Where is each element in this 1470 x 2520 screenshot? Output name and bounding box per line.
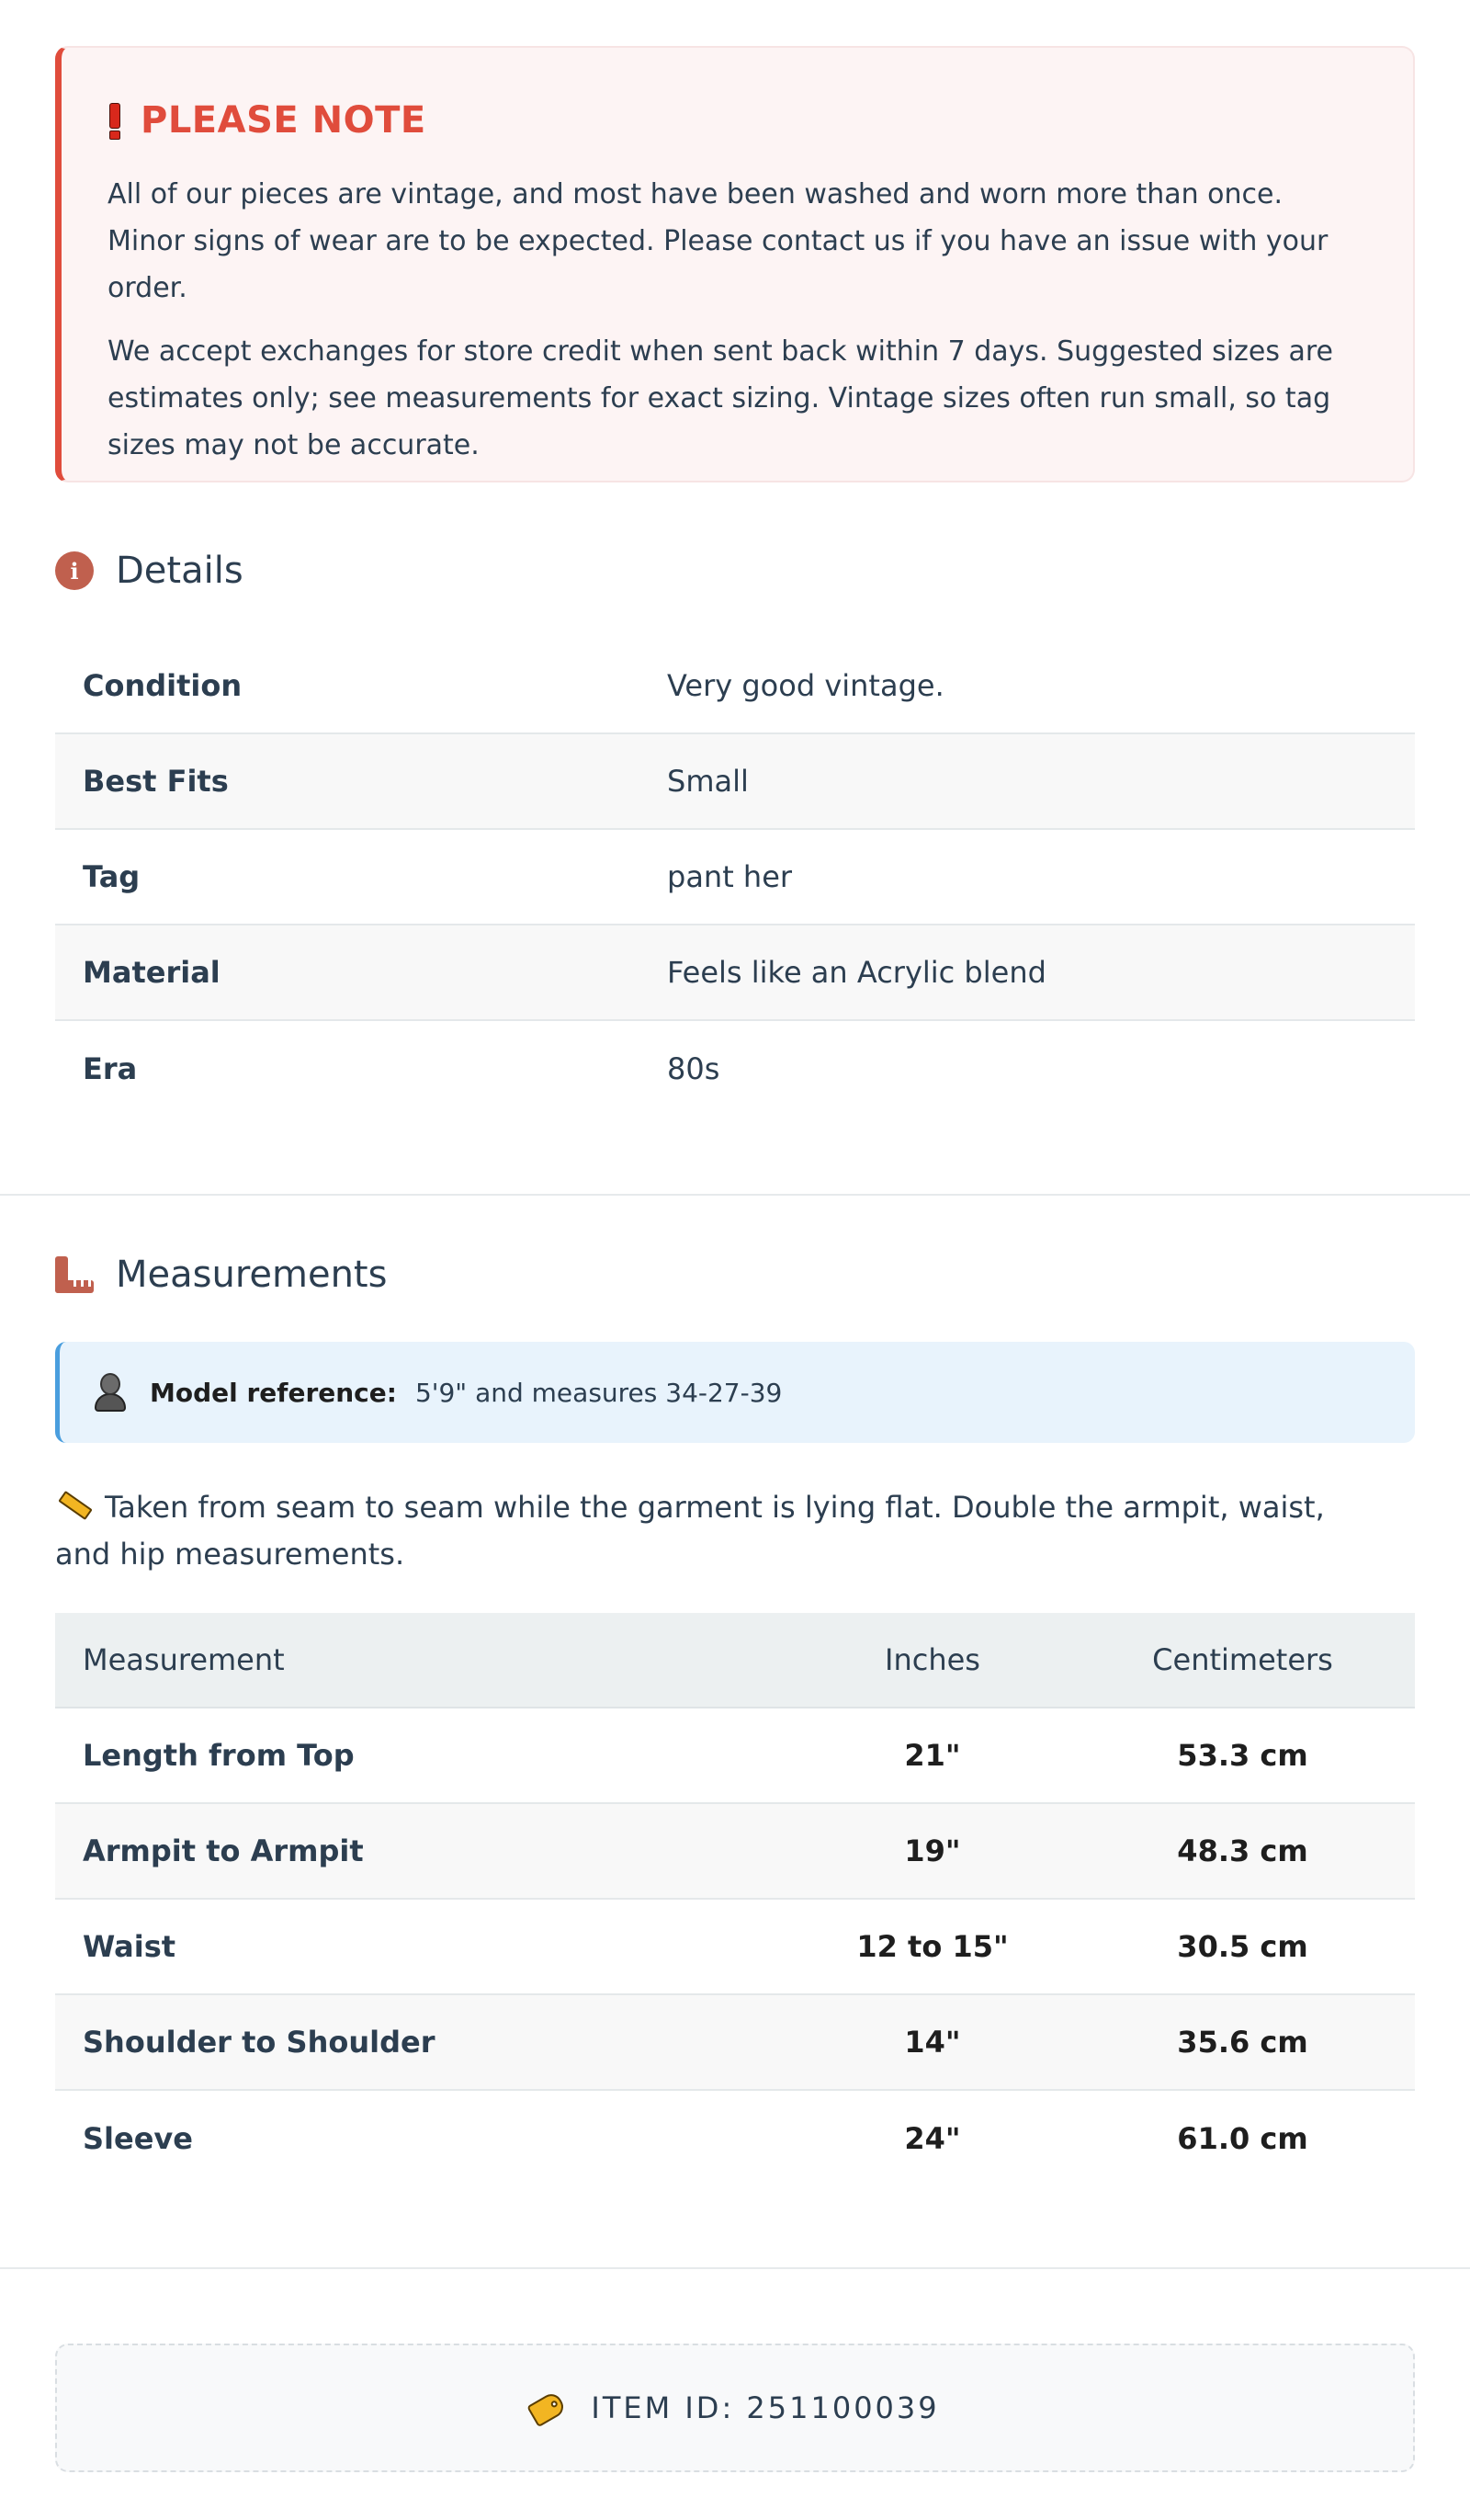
table-header-row [55, 1613, 1415, 1708]
details-value: pant her [667, 859, 793, 894]
table-row [55, 2091, 1415, 2186]
column-header-inches: Inches [885, 1642, 980, 1677]
model-reference-label: Model reference: [150, 1377, 397, 1408]
details-label: Material [83, 955, 220, 990]
measurement-cm: 61.0 cm [1177, 2121, 1308, 2156]
details-row [55, 830, 1415, 925]
details-title: Details [116, 550, 243, 592]
ruler-icon [55, 1256, 94, 1293]
details-row [55, 639, 1415, 734]
measurement-cm: 48.3 cm [1177, 1833, 1308, 1868]
table-row [55, 1995, 1415, 2091]
details-label: Condition [83, 668, 243, 703]
measurements-title: Measurements [116, 1254, 388, 1296]
details-value: 80s [667, 1051, 720, 1086]
measurement-inches: 19" [904, 1833, 961, 1868]
details-row [55, 734, 1415, 830]
notice-header [107, 99, 1367, 142]
measurement-note [55, 1484, 1341, 1578]
model-reference-box [55, 1342, 1415, 1443]
details-row [55, 1021, 1415, 1117]
details-value: Feels like an Acrylic blend [667, 955, 1046, 990]
table-row [55, 1900, 1415, 1995]
section-divider [0, 1194, 1470, 1196]
notice-paragraph-2: We accept exchanges for store credit when sent back within 7 days. Suggested sizes are estimates only; see measurements for exact sizing. Vintage sizes often run small, so tag sizes may not be accurate. [107, 335, 1334, 461]
column-header-measurement: Measurement [83, 1642, 285, 1677]
notice-paragraph-1: All of our pieces are vintage, and most have been washed and worn more than once. Minor signs of wear are to be expected. Please contact us if you have an issue with your order. [107, 178, 1329, 304]
measurement-name: Sleeve [83, 2121, 193, 2156]
column-header-centimeters: Centimeters [1152, 1642, 1333, 1677]
details-value: Small [667, 764, 749, 799]
measurement-name: Waist [83, 1929, 176, 1964]
details-row [55, 925, 1415, 1021]
measurements-header [55, 1254, 387, 1296]
model-reference-value: 5'9" and measures 34-27-39 [414, 1377, 783, 1408]
measurement-cm: 30.5 cm [1177, 1929, 1308, 1964]
table-row [55, 1804, 1415, 1900]
measurement-name: Armpit to Armpit [83, 1833, 364, 1868]
details-header [55, 550, 243, 592]
details-table [55, 639, 1415, 1117]
person-icon [95, 1373, 126, 1412]
info-icon: i [55, 551, 94, 590]
pencil-icon [58, 1491, 93, 1520]
measurement-name: Length from Top [83, 1738, 355, 1773]
measurements-table [55, 1613, 1415, 2186]
details-label: Era [83, 1051, 138, 1086]
table-row [55, 1708, 1415, 1804]
section-divider [0, 2267, 1470, 2269]
notice-box [55, 46, 1415, 482]
item-id-box [55, 2344, 1415, 2472]
details-value: Very good vintage. [667, 668, 944, 703]
measurement-inches: 24" [904, 2121, 961, 2156]
item-id: ITEM ID: 251100039 [591, 2390, 940, 2425]
notice-title: PLEASE NOTE [141, 99, 426, 142]
details-label: Best Fits [83, 764, 229, 799]
measurement-cm: 35.6 cm [1177, 2025, 1308, 2060]
tag-icon [526, 2385, 573, 2430]
details-label: Tag [83, 859, 141, 894]
measurement-inches: 21" [904, 1738, 961, 1773]
measurement-note-text: Taken from seam to seam while the garment is lying flat. Double the armpit, waist, and hip measurements. [55, 1490, 1325, 1572]
exclamation-icon [107, 103, 120, 138]
measurement-inches: 12 to 15" [856, 1929, 1009, 1964]
measurement-inches: 14" [904, 2025, 961, 2060]
measurement-name: Shoulder to Shoulder [83, 2025, 435, 2060]
measurement-cm: 53.3 cm [1177, 1738, 1308, 1773]
